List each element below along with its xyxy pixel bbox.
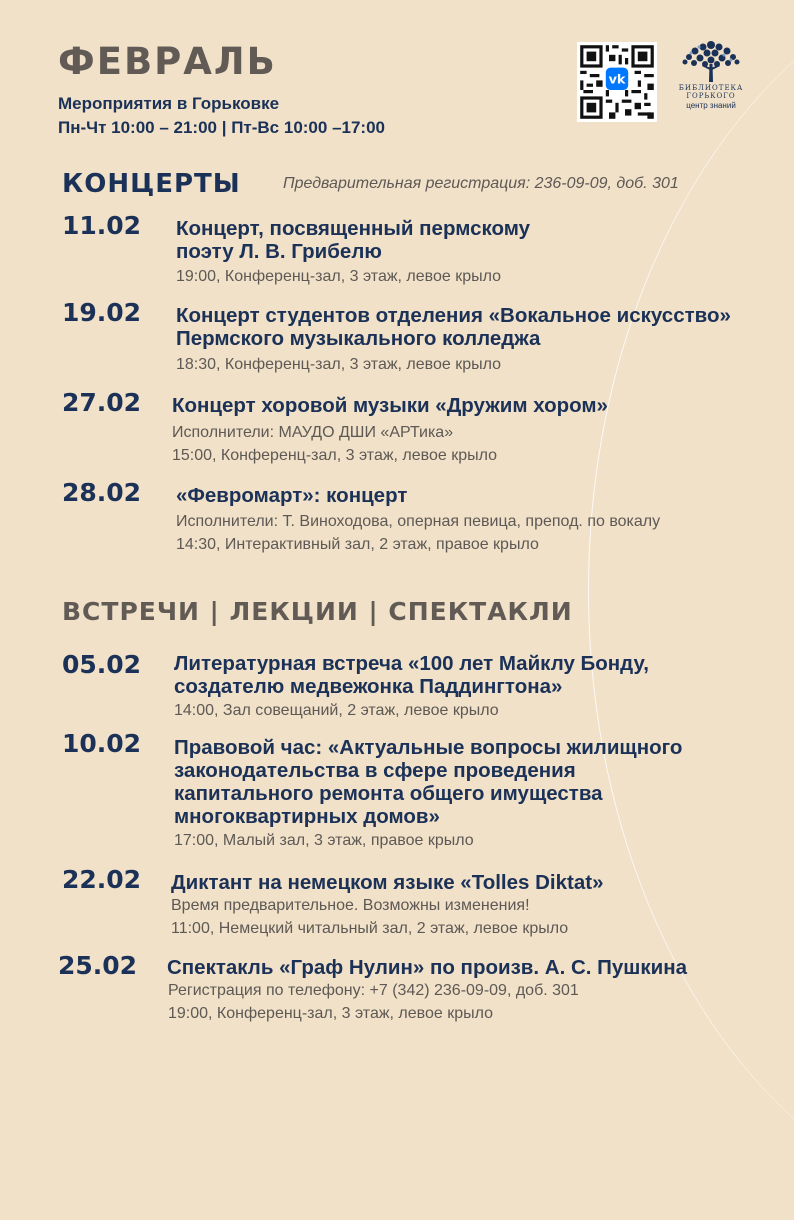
event-title xyxy=(174,736,682,828)
logo-name-line1: БИБЛИОТЕКА xyxy=(678,84,744,92)
event-detail-line: 19:00, Конференц-зал, 3 этаж, левое крыло xyxy=(176,268,502,285)
event-title-line: Концерт студентов отделения «Вокальное искусство» xyxy=(176,304,731,327)
qr-code-icon xyxy=(577,42,657,122)
event-title xyxy=(167,956,687,979)
event-title xyxy=(176,217,530,263)
event-details xyxy=(171,894,568,940)
event-detail-line: 18:30, Конференц-зал, 3 этаж, левое крыло xyxy=(176,356,502,373)
qr-code[interactable] xyxy=(577,42,657,122)
event-detail-line: 17:00, Малый зал, 3 этаж, правое крыло xyxy=(174,832,474,849)
event-details xyxy=(174,699,499,722)
event-date: 28.02 xyxy=(62,478,142,507)
event-detail-line: 19:00, Конференц-зал, 3 этаж, левое крыло xyxy=(168,1005,494,1022)
logo-name-line2: ГОРЬКОГО xyxy=(686,92,736,100)
event-detail-line: 15:00, Конференц-зал, 3 этаж, левое крыло xyxy=(172,447,498,464)
event-date: 22.02 xyxy=(62,865,142,894)
event-detail-line: Регистрация по телефону: +7 (342) 236-09-09, доб. 301 xyxy=(168,982,579,999)
event-title-line: капитального ремонта общего имущества xyxy=(174,782,603,805)
event-detail-line: 14:00, Зал совещаний, 2 этаж, левое крыло xyxy=(174,702,499,719)
event-title-line: Пермского музыкального колледжа xyxy=(176,327,541,350)
event-date: 05.02 xyxy=(62,650,142,679)
vk-badge: vk xyxy=(608,72,626,88)
page-subtitle: Мероприятия в Горьковке xyxy=(58,94,280,113)
event-detail-line: Исполнители: МАУДО ДШИ «АРТика» xyxy=(172,424,454,441)
event-title-line: многоквартирных домов» xyxy=(174,805,440,828)
event-date: 25.02 xyxy=(58,951,138,980)
event-title xyxy=(176,484,407,507)
event-title-line: «Февромарт»: концерт xyxy=(176,484,408,507)
event-date: 11.02 xyxy=(62,211,142,240)
tree-icon xyxy=(680,38,742,84)
opening-hours: Пн-Чт 10:00 – 21:00 | Пт-Вс 10:00 –17:00 xyxy=(58,118,386,137)
event-title-line: Концерт хоровой музыки «Дружим хором» xyxy=(172,394,608,417)
event-title-line: создателю медвежонка Паддингтона» xyxy=(174,675,563,698)
event-detail-line: 14:30, Интерактивный зал, 2 этаж, правое крыло xyxy=(176,536,539,553)
event-title-line: Диктант на немецком языке «Tolles Diktat» xyxy=(171,871,604,894)
event-details xyxy=(174,829,474,852)
event-title xyxy=(171,871,603,894)
registration-note: Предварительная регистрация: 236-09-09, доб. 301 xyxy=(283,175,679,192)
event-details xyxy=(176,510,660,556)
event-date: 10.02 xyxy=(62,729,142,758)
event-title-line: Спектакль «Граф Нулин» по произв. А. С. Пушкина xyxy=(167,956,688,979)
event-title-line: Концерт, посвященный пермскому xyxy=(176,217,531,240)
event-title xyxy=(172,394,608,417)
event-title-line: Литературная встреча «100 лет Майклу Бонду, xyxy=(174,652,650,675)
event-detail-line: Время предварительное. Возможны изменения! xyxy=(171,897,530,914)
event-details xyxy=(168,979,579,1025)
event-details xyxy=(176,353,501,376)
event-details xyxy=(176,265,501,288)
event-title xyxy=(174,652,649,698)
event-title-line: поэту Л. В. Грибелю xyxy=(176,240,382,263)
library-logo xyxy=(672,38,750,128)
page-title: ФЕВРАЛЬ xyxy=(58,40,277,83)
event-details xyxy=(172,421,497,467)
section-title-meetings: ВСТРЕЧИ | ЛЕКЦИИ | СПЕКТАКЛИ xyxy=(62,597,573,626)
event-title-line: Правовой час: «Актуальные вопросы жилищного xyxy=(174,736,683,759)
section-title-concerts: КОНЦЕРТЫ xyxy=(62,169,241,199)
event-date: 27.02 xyxy=(62,388,142,417)
logo-tagline: центр знаний xyxy=(686,101,736,110)
event-detail-line: 11:00, Немецкий читальный зал, 2 этаж, левое крыло xyxy=(171,920,569,937)
event-date: 19.02 xyxy=(62,298,142,327)
event-title xyxy=(176,304,731,350)
event-title-line: законодательства в сфере проведения xyxy=(174,759,576,782)
event-detail-line: Исполнители: Т. Виноходова, оперная певица, препод. по вокалу xyxy=(176,513,661,530)
